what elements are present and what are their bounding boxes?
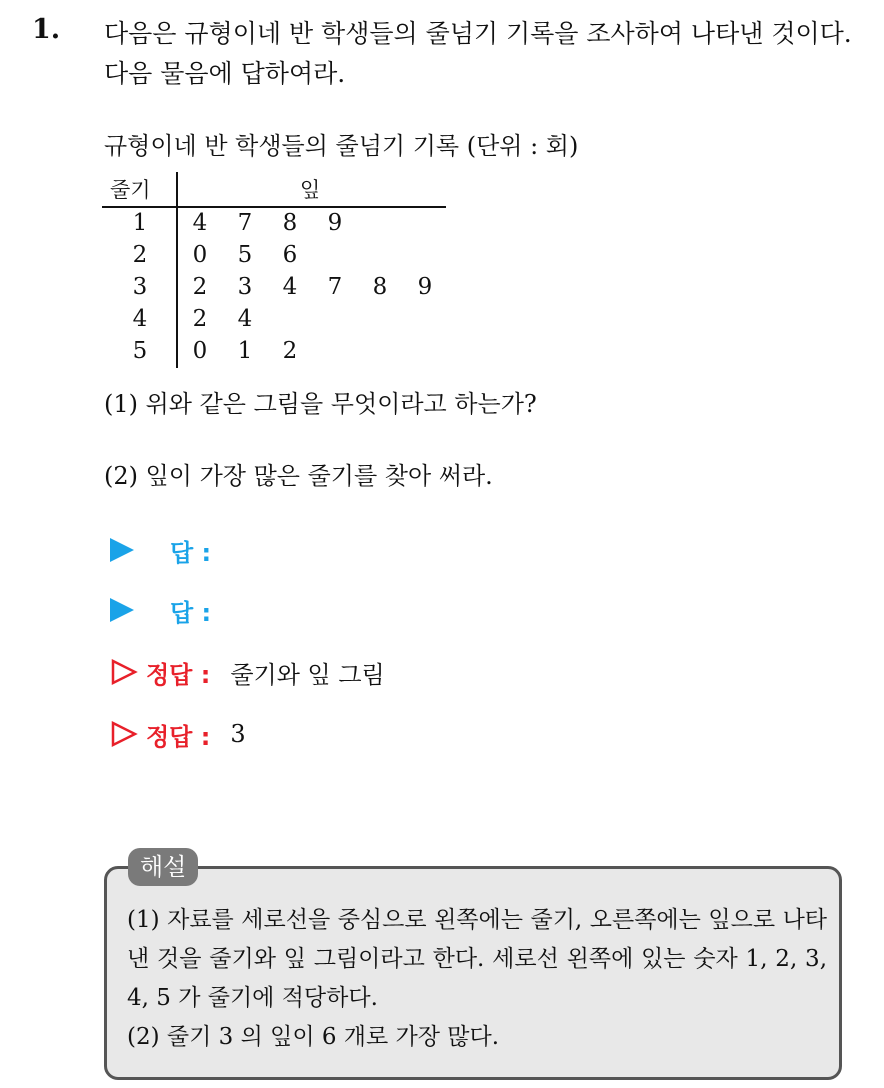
leaf-value: 4	[192, 210, 208, 236]
leaf-value: 4	[237, 306, 253, 332]
leaf-value: 1	[237, 338, 253, 364]
leaf-value: 9	[417, 274, 433, 300]
correct-value: 3	[230, 720, 246, 748]
explanation-text	[127, 901, 827, 1057]
stem-leaf-plot	[102, 170, 446, 370]
answer-label: 답 :	[170, 598, 212, 627]
stem-value: 2	[132, 242, 148, 268]
stem-value: 3	[132, 274, 148, 300]
leaf-value: 0	[192, 242, 208, 268]
stem-value: 5	[132, 338, 148, 364]
correct-value: 줄기와 잎 그림	[230, 660, 385, 689]
leaf-value: 5	[237, 242, 253, 268]
table-row	[102, 210, 446, 242]
leaf-value: 8	[372, 274, 388, 300]
answer-blank-1	[110, 532, 211, 568]
stem-header: 줄기	[110, 178, 151, 202]
outline-triangle-icon	[110, 720, 138, 748]
play-triangle-icon	[110, 598, 134, 622]
correct-answer-1	[110, 654, 385, 690]
subquestion-1: (1) 위와 같은 그림을 무엇이라고 하는가?	[104, 390, 537, 418]
leaf-value: 6	[282, 242, 298, 268]
leaf-value: 2	[192, 306, 208, 332]
leaf-value: 2	[282, 338, 298, 364]
leaf-value: 4	[282, 274, 298, 300]
header-divider	[102, 206, 446, 208]
explanation-line-2: (2) 줄기 3 의 잎이 6 개로 가장 많다.	[127, 1024, 500, 1050]
question-number: 1.	[32, 14, 61, 45]
leaf-value: 7	[327, 274, 343, 300]
answer-label: 답 :	[170, 538, 212, 567]
leaf-value: 3	[237, 274, 253, 300]
correct-label: 정답 :	[146, 660, 211, 689]
leaf-value: 8	[282, 210, 298, 236]
table-row	[102, 274, 446, 306]
answer-blank-2	[110, 592, 211, 628]
table-row	[102, 306, 446, 338]
table-row	[102, 242, 446, 274]
leaf-header: 잎	[300, 178, 321, 202]
leaf-value: 7	[237, 210, 253, 236]
leaf-value: 0	[192, 338, 208, 364]
outline-triangle-icon	[110, 658, 138, 686]
table-title: 규형이네 반 학생들의 줄넘기 기록 (단위 : 회)	[104, 132, 579, 160]
leaf-value: 9	[327, 210, 343, 236]
explanation-tab: 해설	[128, 848, 198, 886]
explanation-line-1: (1) 자료를 세로선을 중심으로 왼쪽에는 줄기, 오른쪽에는 잎으로 나타낸 것을 줄기와 잎 그림이라고 한다. 세로선 왼쪽에 있는 숫자 1, 2, 3, 4, 5 가 줄기에 적당하다.	[127, 907, 827, 1011]
leaf-value: 2	[192, 274, 208, 300]
question-text: 다음은 규형이네 반 학생들의 줄넘기 기록을 조사하여 나타낸 것이다. 다음 물음에 답하여라.	[104, 19, 852, 88]
table-row	[102, 338, 446, 370]
correct-label: 정답 :	[146, 722, 211, 751]
subquestion-2: (2) 잎이 가장 많은 줄기를 찾아 써라.	[104, 462, 493, 490]
correct-answer-2	[110, 716, 246, 752]
stem-value: 1	[132, 210, 148, 236]
explanation-box	[104, 866, 842, 1080]
stem-value: 4	[132, 306, 148, 332]
play-triangle-icon	[110, 538, 134, 562]
